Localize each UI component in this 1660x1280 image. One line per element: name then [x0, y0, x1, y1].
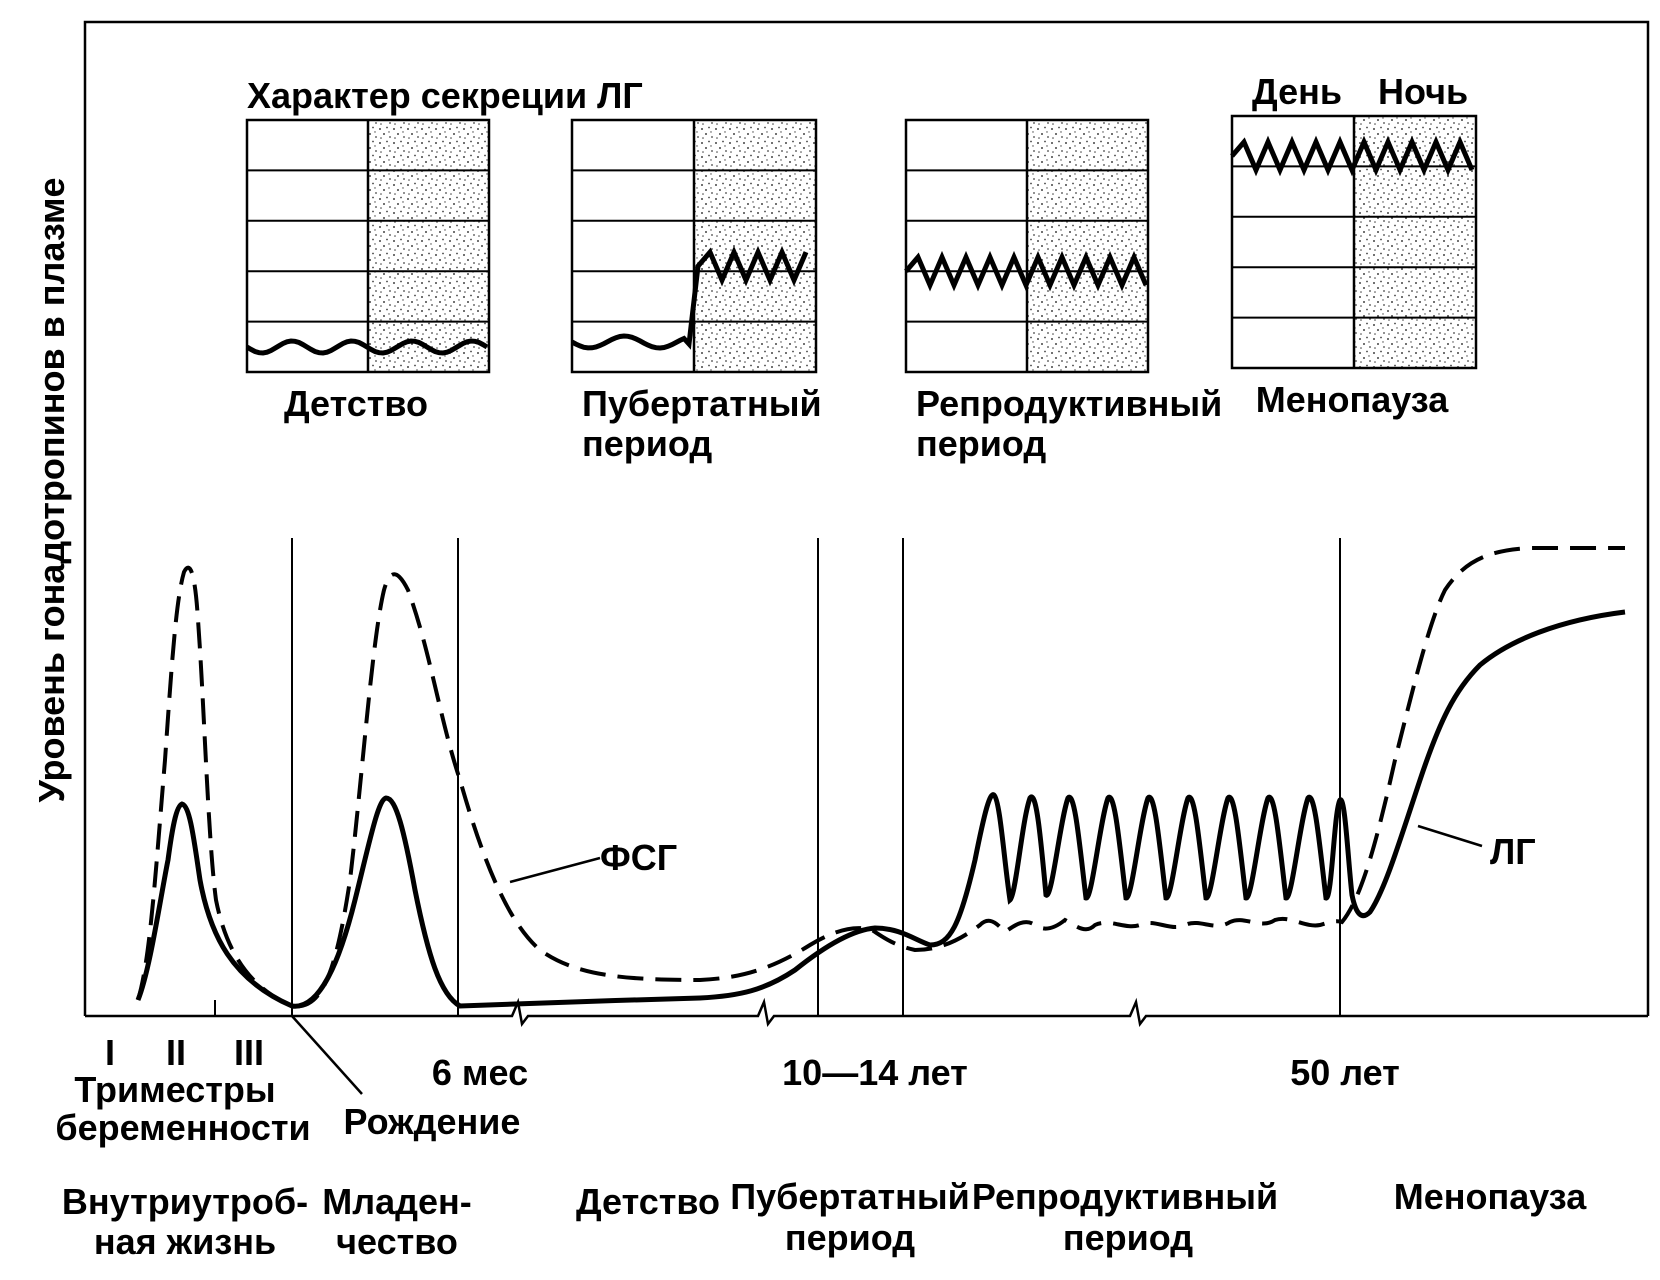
inset-label-puberty: Пубертатный: [582, 383, 822, 424]
inset-childhood: [247, 120, 489, 424]
inset-label-childhood: Детство: [283, 383, 429, 424]
phase-infancy-line2: чество: [336, 1221, 458, 1262]
phase-puberty-line2: период: [784, 1217, 916, 1258]
inset-menopause: [1232, 116, 1476, 420]
tick-50-years: 50 лет: [1290, 1052, 1400, 1093]
secretion-title: Характер секреции ЛГ: [247, 75, 643, 116]
inset-label-menopause: Менопауза: [1255, 379, 1449, 420]
lh-curve: [138, 612, 1625, 1006]
inset-label-reproductive-line2: период: [916, 423, 1047, 464]
inset-reproductive: [906, 120, 1222, 464]
lh-label: ЛГ: [1490, 831, 1536, 872]
fsh-curve: [138, 548, 1625, 1006]
phase-reproductive-line2: период: [1062, 1217, 1194, 1258]
phase-prenatal-line2: ная жизнь: [93, 1221, 277, 1262]
phase-menopause: Менопауза: [1393, 1176, 1587, 1217]
phase-infancy: Младен-: [322, 1181, 472, 1222]
night-shading: [1027, 120, 1148, 372]
inset-label-puberty-line2: период: [582, 423, 713, 464]
y-axis-label: Уровень гонадотропинов в плазме: [31, 177, 72, 803]
lh-secretion-insets: [247, 116, 1476, 464]
trimester-numeral-3: III: [234, 1032, 265, 1073]
phase-dividers: [292, 538, 1340, 1016]
fsh-leader-line: [510, 858, 600, 882]
phase-puberty: Пубертатный: [730, 1176, 970, 1217]
day-label: День: [1252, 71, 1342, 112]
phase-prenatal: Внутриутроб-: [61, 1181, 309, 1222]
trimesters-caption: Триместры: [74, 1069, 276, 1110]
tick-10-14-years: 10—14 лет: [782, 1052, 968, 1093]
trimester-numeral-2: II: [166, 1032, 187, 1073]
inset-puberty: [572, 120, 822, 464]
phase-reproductive: Репродуктивный: [971, 1176, 1279, 1217]
inset-label-reproductive: Репродуктивный: [916, 383, 1223, 424]
birth-leader-line: [292, 1016, 362, 1094]
trimesters-caption-line2: беременности: [55, 1107, 311, 1148]
birth-label: Рождение: [343, 1101, 521, 1142]
lh-leader-line: [1418, 826, 1482, 846]
night-label: Ночь: [1378, 71, 1469, 112]
trimester-numeral-1: I: [105, 1032, 116, 1073]
phase-childhood: Детство: [575, 1181, 721, 1222]
time-axis: [85, 1000, 1648, 1024]
night-shading: [368, 120, 489, 372]
fsh-label: ФСГ: [600, 837, 678, 878]
tick-6-months: 6 мес: [431, 1052, 529, 1093]
night-shading: [694, 120, 816, 372]
